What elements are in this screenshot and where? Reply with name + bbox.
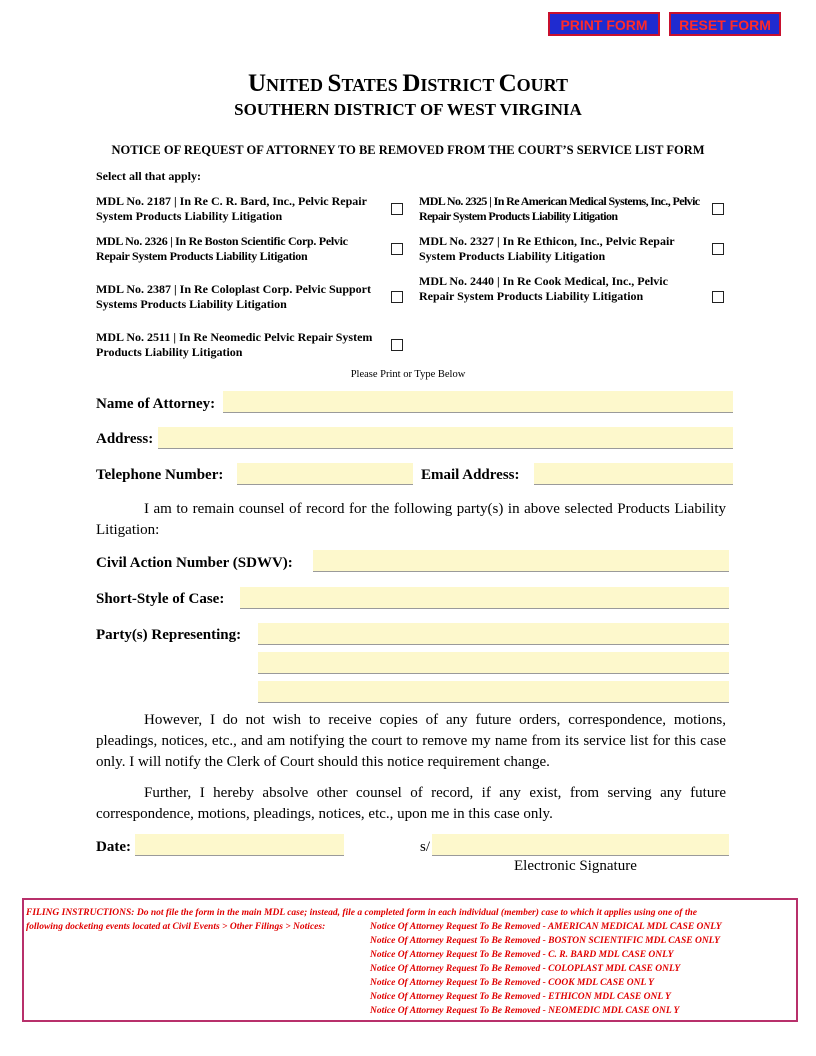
address-label: Address: xyxy=(96,431,154,447)
mdl-2187-checkbox[interactable] xyxy=(391,203,403,215)
date-label: Date: xyxy=(96,839,131,855)
email-input[interactable] xyxy=(534,463,733,485)
party-representing-input-3[interactable] xyxy=(258,681,729,703)
absolve-paragraph: Further, I hereby absolve other counsel of record, if any exist, from serving any future correspondence, motions, pleadings, notices, etc., upon me in this case only. xyxy=(96,785,726,822)
print-form-button[interactable]: PRINT FORM xyxy=(548,12,660,36)
select-instruction: Select all that apply: xyxy=(96,169,201,183)
mdl-2511-checkbox[interactable] xyxy=(391,339,403,351)
signature-caption: Electronic Signature xyxy=(514,858,637,874)
docket-event-neomedic: Notice Of Attorney Request To Be Removed - NEOMEDIC MDL CASE ONL Y xyxy=(370,1006,680,1016)
mdl-2387-checkbox[interactable] xyxy=(391,291,403,303)
signature-input[interactable] xyxy=(432,834,729,856)
mdl-2440-checkbox[interactable] xyxy=(712,291,724,303)
civil-action-input[interactable] xyxy=(313,550,729,572)
docket-event-coloplast: Notice Of Attorney Request To Be Removed - COLOPLAST MDL CASE ONLY xyxy=(370,964,681,974)
telephone-label: Telephone Number: xyxy=(96,467,224,483)
do-not-wish-paragraph: However, I do not wish to receive copies of any future orders, correspondence, motions, pleadings, notices, etc., and am notifying the court to remove my name from its service list for this case only. I will notify the Clerk of Court should this notice requirement change. xyxy=(96,712,726,770)
short-style-input[interactable] xyxy=(240,587,729,609)
filing-instructions-intro: FILING INSTRUCTIONS: Do not file the form in the main MDL case; instead, file a completed form in each individual (member) case to which it applies using one of the following docketing events located at Civil Events > Other Filings > Notices: xyxy=(26,908,697,932)
court-title: UNITED STATES DISTRICT COURT xyxy=(247,70,569,97)
reset-form-button[interactable]: RESET FORM xyxy=(669,12,781,36)
mdl-2440-label: MDL No. 2440 | In Re Cook Medical, Inc., Pelvic Repair System Products Liability Litigation xyxy=(419,274,668,303)
mdl-2325-checkbox[interactable] xyxy=(712,203,724,215)
docket-event-ethicon: Notice Of Attorney Request To Be Removed - ETHICON MDL CASE ONL Y xyxy=(370,992,671,1002)
docket-event-boston-scientific: Notice Of Attorney Request To Be Removed - BOSTON SCIENTIFIC MDL CASE ONLY xyxy=(370,936,720,946)
filing-instructions-box xyxy=(22,898,798,1022)
address-input[interactable] xyxy=(158,427,733,449)
mdl-2326-label: MDL No. 2326 | In Re Boston Scientific Corp. Pelvic Repair System Products Liability Litigation xyxy=(96,234,348,263)
civil-action-label: Civil Action Number (SDWV): xyxy=(96,555,293,571)
mdl-2387-label: MDL No. 2387 | In Re Coloplast Corp. Pelvic Support Systems Products Liability Litigation xyxy=(96,282,371,311)
mdl-2187-label: MDL No. 2187 | In Re C. R. Bard, Inc., Pelvic Repair System Products Liability Litigation xyxy=(96,194,367,223)
party-representing-input-1[interactable] xyxy=(258,623,729,645)
attorney-name-input[interactable] xyxy=(223,391,733,413)
party-representing-label: Party(s) Representing: xyxy=(96,627,242,643)
docket-event-cr-bard: Notice Of Attorney Request To Be Removed - C. R. BARD MDL CASE ONLY xyxy=(370,950,674,960)
signature-prefix: s/ xyxy=(420,839,431,855)
email-label: Email Address: xyxy=(421,467,520,483)
party-representing-input-2[interactable] xyxy=(258,652,729,674)
docket-event-american-medical: Notice Of Attorney Request To Be Removed - AMERICAN MEDICAL MDL CASE ONLY xyxy=(370,922,722,932)
notice-title: NOTICE OF REQUEST OF ATTORNEY TO BE REMOVED FROM THE COURT’S SERVICE LIST FORM xyxy=(111,143,705,157)
short-style-label: Short-Style of Case: xyxy=(96,591,225,607)
mdl-2327-checkbox[interactable] xyxy=(712,243,724,255)
mdl-2511-label: MDL No. 2511 | In Re Neomedic Pelvic Repair System Products Liability Litigation xyxy=(96,330,373,359)
telephone-input[interactable] xyxy=(237,463,413,485)
attorney-name-label: Name of Attorney: xyxy=(96,396,216,412)
date-input[interactable] xyxy=(135,834,344,856)
print-hint: Please Print or Type Below xyxy=(350,369,466,380)
remain-counsel-paragraph: I am to remain counsel of record for the following party(s) in above selected Products Liability Litigation: xyxy=(96,501,726,538)
mdl-2327-label: MDL No. 2327 | In Re Ethicon, Inc., Pelvic Repair System Products Liability Litigation xyxy=(419,234,675,263)
mdl-2326-checkbox[interactable] xyxy=(391,243,403,255)
mdl-2325-label: MDL No. 2325 | In Re American Medical Systems, Inc., Pelvic Repair System Products Liability Litigation xyxy=(419,194,700,223)
docket-event-cook: Notice Of Attorney Request To Be Removed - COOK MDL CASE ONL Y xyxy=(370,978,654,988)
district-title: SOUTHERN DISTRICT OF WEST VIRGINIA xyxy=(234,100,582,119)
